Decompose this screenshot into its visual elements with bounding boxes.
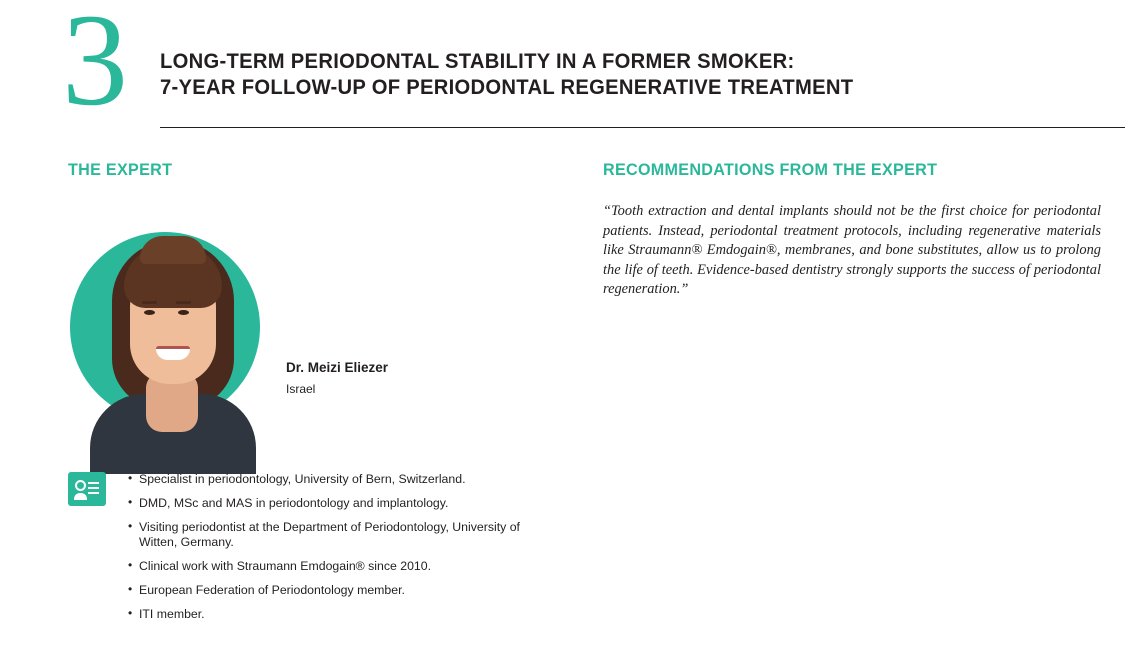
id-card-line-2 <box>88 487 99 489</box>
list-item: • DMD, MSc and MAS in periodontology and implantology. <box>128 496 548 511</box>
list-item: • European Federation of Periodontology member. <box>128 583 548 598</box>
list-item: • Visiting periodontist at the Department of Periodontology, University of Witten, Germany. <box>128 520 548 550</box>
portrait-eyebrow-left <box>142 301 157 304</box>
id-card-line-1 <box>88 482 99 484</box>
credentials-list <box>128 472 548 631</box>
expert-credentials <box>68 472 548 631</box>
portrait-eye-left <box>144 310 155 315</box>
title-divider <box>160 127 1125 128</box>
list-item: • Clinical work with Straumann Emdogain® since 2010. <box>128 559 548 574</box>
expert-identity <box>286 360 526 396</box>
expert-photo <box>68 202 278 472</box>
expert-country: Israel <box>286 382 316 396</box>
page-title-line-2: 7-YEAR FOLLOW-UP OF PERIODONTAL REGENERATIVE TREATMENT <box>160 75 854 99</box>
expert-column <box>68 160 538 492</box>
portrait-hair-bun <box>140 236 206 264</box>
page-title-line-1: LONG-TERM PERIODONTAL STABILITY IN A FORMER SMOKER: <box>160 49 795 73</box>
id-card-line-3 <box>88 492 99 494</box>
expert-portrait-image <box>68 222 276 474</box>
page-header <box>0 0 1142 140</box>
chapter-number: 3 <box>62 0 126 133</box>
expert-profile <box>68 202 538 492</box>
portrait-smile <box>156 346 190 360</box>
expert-name: Dr. Meizi Eliezer <box>286 360 389 375</box>
expert-section-heading: THE EXPERT <box>68 160 173 179</box>
recommendations-section-heading: RECOMMENDATIONS FROM THE EXPERT <box>603 160 938 179</box>
id-card-icon <box>68 472 106 506</box>
expert-quote: “Tooth extraction and dental implants should not be the first choice for periodontal patients. Instead, periodontal treatment protocols, including regenerative materials like Straumann® Emdogain®, membranes, and bone substitutes, allow us to prolong the life of teeth. Evidence-based dentistry strongly supports the success of periodontal regeneration.” <box>603 203 1101 297</box>
list-item: • ITI member. <box>128 607 548 622</box>
portrait-eyebrow-right <box>176 301 191 304</box>
list-item: • Specialist in periodontology, University of Bern, Switzerland. <box>128 472 548 487</box>
id-card-portrait-glyph <box>75 480 86 491</box>
recommendations-column <box>603 160 1103 300</box>
page-title <box>160 48 1125 100</box>
portrait-eye-right <box>178 310 189 315</box>
